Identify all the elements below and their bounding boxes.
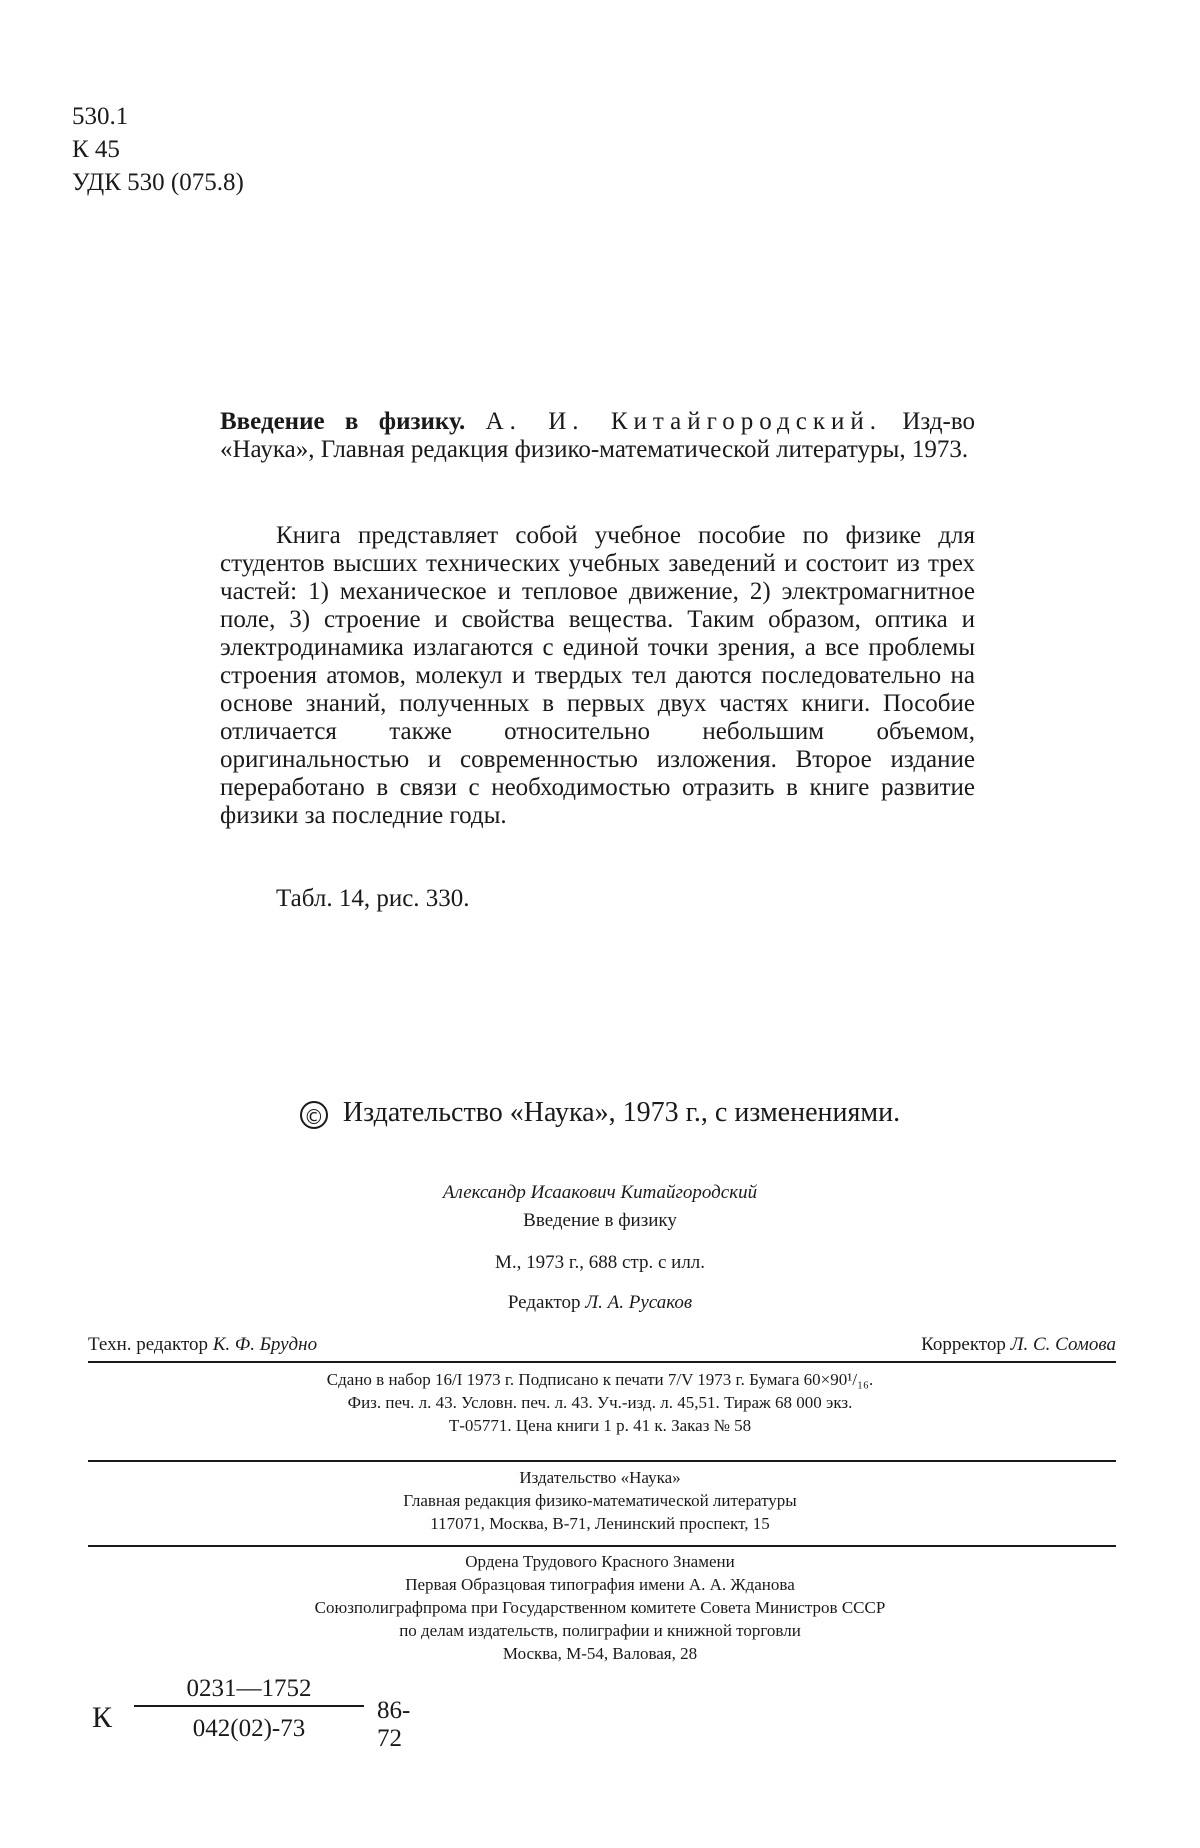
imprint-title: Введение в физику [523,1210,677,1231]
editor-name: Л. А. Русаков [585,1292,693,1313]
tables-figures-text: Табл. 14, рис. 330. [276,885,470,912]
print-details [0,1368,1200,1437]
annotation-body [220,522,975,830]
divider-rule [88,1545,1116,1547]
book-author: А. И. Китайгородский. [485,408,883,435]
classification-codes [72,100,244,199]
imprint-place-pages: М., 1973 г., 688 стр. с илл. [494,1252,706,1273]
corrector-label: Корректор [921,1334,1006,1355]
tech-editor [88,1334,317,1356]
copyright-text: Издательство «Наука», 1973 г., с изменениями. [342,1097,901,1128]
printer-block [0,1550,1200,1665]
copyright-icon: © [300,1101,328,1129]
print-line-1: Сдано в набор 16/I 1973 г. Подписано к печати 7/V 1973 г. Бумага 60×90¹/₁₆. [326,1370,874,1389]
corrector [921,1334,1116,1356]
print-line-3: Т-05771. Цена книги 1 р. 41 к. Заказ № 58 [448,1416,752,1435]
corrector-name: Л. С. Сомова [1010,1334,1116,1355]
annotation-text: Книга представляет собой учебное пособие по физике для студентов высших технических учебных заведений и состоит из трех частей: 1) механическое и тепловое движение, 2) электромагнитное поле, 3) строение и свойства вещества. Таким образом, оптика и электродинамика излагаются с единой точки зрения, а все проблемы строения атомов, молекул и твердых тел даются последовательно на основе знаний, полученных в первых двух частях книги. Пособие отличается также относительно небольшим объемом, оригинальностью и современностью изложения. Второе издание переработано в связи с необходимостью отразить в книге развитие физики за последние годы. [220,522,975,829]
editor-label: Редактор [507,1292,581,1313]
publisher-info: Изд-во «Наука», Главная редакция физико-математической литературы, 1973. [220,408,976,463]
publisher-line-1: Издательство «Наука» [519,1468,681,1487]
fraction-prefix: К [92,1701,113,1734]
fraction-denominator: 042(02)-73 [192,1715,306,1742]
imprint-editor [0,1292,1200,1314]
publisher-line-3: 117071, Москва, В-71, Ленинский проспект, 15 [430,1514,770,1533]
fraction-suffix: 86-72 [377,1697,411,1752]
printer-line-2: Первая Образцовая типография имени А. А. Жданова [405,1575,795,1594]
printer-line-3: Союзполиграфпрома при Государственном комитете Совета Министров СССР [314,1598,886,1617]
tech-editor-label: Техн. редактор [88,1334,209,1355]
author-mark: К 45 [72,136,120,163]
copyright-line [0,1097,1200,1129]
printer-line-1: Ордена Трудового Красного Знамени [465,1552,735,1571]
imprint-author: Александр Исаакович Китайгородский [442,1182,758,1203]
tech-editor-name: К. Ф. Брудно [212,1334,318,1355]
divider-rule [88,1460,1116,1462]
annotation-header [220,408,975,464]
tables-figures-count [220,885,470,913]
bbk-code: 530.1 [72,103,129,130]
udc-code: УДК 530 (075.8) [72,169,244,196]
publisher-block [0,1466,1200,1535]
divider-rule [88,1361,1116,1363]
publisher-line-2: Главная редакция физико-математической литературы [403,1491,797,1510]
fraction-numerator: 0231—1752 [134,1675,364,1707]
book-title: Введение в физику. [220,408,466,435]
printer-line-5: Москва, М-54, Валовая, 28 [502,1644,698,1663]
print-line-2: Физ. печ. л. 43. Условн. печ. л. 43. Уч.-изд. л. 45,51. Тираж 68 000 экз. [347,1393,853,1412]
printer-line-4: по делам издательств, полиграфии и книжной торговли [399,1621,801,1640]
